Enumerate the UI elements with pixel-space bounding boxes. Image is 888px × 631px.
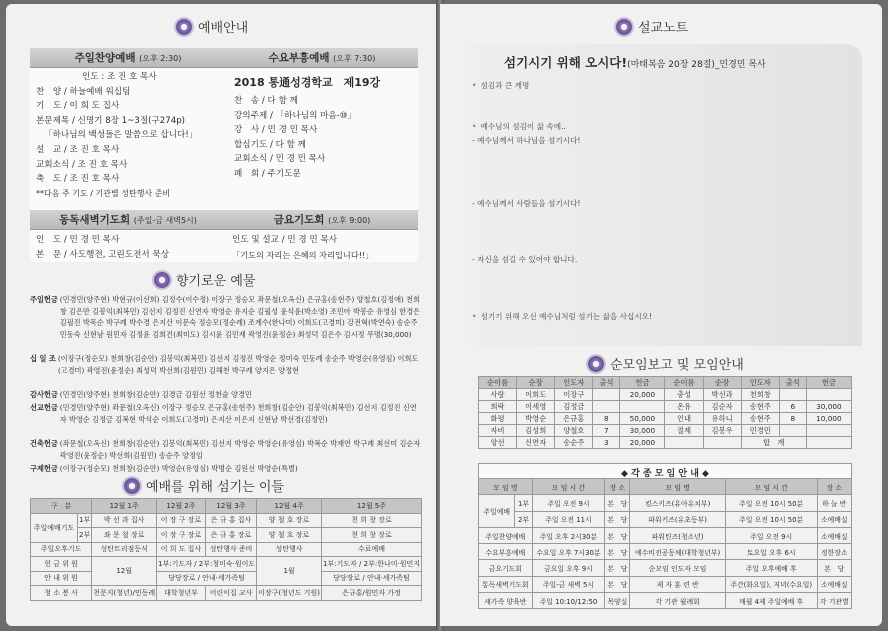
table-cell: 정한장소 <box>817 544 851 560</box>
offering-item <box>30 402 422 437</box>
table-cell: 은 규 홍 장로 <box>205 528 256 543</box>
table-cell: 토요일 오후 6시 <box>725 544 817 560</box>
table-cell: 성탄행사 <box>257 542 322 557</box>
table-cell: 30,000 <box>806 401 851 413</box>
service-table-header <box>31 499 422 514</box>
table-cell: 민경민 <box>741 425 779 437</box>
table-header-cell: 장 소 <box>817 479 851 495</box>
meeting-table-header <box>479 479 852 495</box>
table-cell: 1월 <box>257 557 322 586</box>
sermon-note: - 자신을 섬길 수 있어야 합니다. <box>472 255 578 264</box>
table-cell: 6 <box>779 401 806 413</box>
table-cell: 천문지(청년)/민동례 <box>92 586 157 601</box>
table-row <box>479 576 852 592</box>
flower-icon <box>176 19 192 35</box>
meeting-table <box>478 478 852 609</box>
table-cell: 이희도 <box>517 389 555 401</box>
table-header-cell: 12월 1주 <box>92 499 157 514</box>
dawn-lines <box>30 230 226 265</box>
table-cell: 박 선 과 집사 <box>92 513 157 528</box>
table-cell: 주일예배 <box>479 495 515 528</box>
wednesday-line: 폐 회 / 주기도문 <box>234 168 301 179</box>
offering-names: (민경민(양주현) 좌문철(오옥신) 이장구 정승모 은규홍(송현주) 천희창(김순안) 김봉익(최복민) 김선지 김정진 신연자 박영순 김정금 김복현 박석순 이희도(고경미) 은지산 이은지 신현남 박선경(김정민) <box>59 403 417 424</box>
table-cell: 당당장로 / 안내·세가족팀 <box>157 571 257 586</box>
table-row <box>479 544 852 560</box>
table-cell: 3 <box>593 437 620 449</box>
table-cell: 자비 <box>479 425 517 437</box>
table-header-cell: 순장 <box>703 377 741 389</box>
flower-icon <box>616 19 632 35</box>
friday-prayer-box <box>226 210 418 262</box>
offering-names: (민경민(양주현) 박현규(이선희) 김정수(이수정) 이장구 정승모 좌문철(오옥신) 은규홍(송현주) 양철호(김정애) 천희창 김은만 김봉익(최복민) 김선지 김정진 신연자 박영순 유지순 김필성 윤석윤(박소영) 조민아 박봉순 유영심 한경은 김필진 박목순 박구례 박수경 은지산 이문숙 정승모(정순례) 조계수(한나미) 이희도(고경미) 강전혁(박연숙) 송순주 민동숙 신현남 원민자 김정윤 김희건(최미도) 김시윤 김민재 곽영진(윤정순) 최성덕 김은수 김시정 무명(30,000) <box>59 295 421 339</box>
table-cell: 본 당 <box>605 560 630 576</box>
table-cell: 유하니 <box>703 413 741 425</box>
table-cell: 본 당 <box>605 495 630 511</box>
table-cell: 50,000 <box>620 413 665 425</box>
table-cell: 파워틴즈(청소년) <box>630 527 726 543</box>
table-header-cell: 헌금 <box>806 377 851 389</box>
dawn-prayer-box <box>30 210 226 262</box>
table-cell: 주일 오후 2시30분 <box>532 527 605 543</box>
table-cell: 주일 오전 10시 50분 <box>725 495 817 511</box>
offering-names: (민경민(양주현) 천희창(김순안) 김경금 김원선 정천술 양경민 <box>59 390 252 399</box>
table-cell <box>779 389 806 401</box>
report-title-text: 순모임보고 및 모임안내 <box>610 358 744 373</box>
friday-header: 금요기도회 (오후 9:00) <box>226 210 418 230</box>
table-header-cell: 순이름 <box>665 377 703 389</box>
table-header-cell: 출석 <box>779 377 806 389</box>
table-cell <box>620 401 665 413</box>
table-header-cell: 헌금 <box>620 377 665 389</box>
table-cell: 본 당 <box>605 511 630 527</box>
table-header-cell: 12월 2주 <box>157 499 206 514</box>
table-cell: 주일예배기도 <box>31 513 78 542</box>
table-cell <box>806 437 851 449</box>
table-row <box>479 413 852 425</box>
table-header-cell: 12월 5주 <box>321 499 421 514</box>
table-cell: 소예배실 <box>817 527 851 543</box>
sermon-note: - 예수님께서 사람들을 섬기시다! <box>472 199 581 208</box>
table-cell: 본 당 <box>605 544 630 560</box>
offering-item <box>30 294 422 352</box>
offering-item <box>30 463 422 475</box>
offering-label: 주일헌금 <box>30 295 58 304</box>
offering-label: 선교헌금 <box>30 403 58 412</box>
table-row <box>479 389 852 401</box>
offering-item <box>30 353 422 388</box>
table-cell: 주일-금 새벽 5시 <box>532 576 605 592</box>
table-cell: 성탄트리점등식 <box>92 542 157 557</box>
table-cell: 30,000 <box>620 425 665 437</box>
table-cell: 청 소 봉 사 <box>31 586 92 601</box>
table-cell: 이 장 구 장로 <box>157 513 206 528</box>
worship-section-title <box>176 17 248 36</box>
table-cell: 인내 <box>665 413 703 425</box>
table-cell: 헌 금 위 원 <box>31 557 92 572</box>
table-header-cell: 모 임 명 <box>630 479 726 495</box>
sunday-lines <box>30 68 226 203</box>
offering-label: 구제헌금 <box>30 464 58 473</box>
table-cell: 목양실 <box>605 593 630 609</box>
sunday-line: 찬 양 / 하늘예배 워십팀 <box>36 86 131 97</box>
right-page <box>440 4 882 626</box>
flower-icon <box>124 478 140 494</box>
table-cell: 주일 오후예배 후 <box>725 560 817 576</box>
table-cell: 은규홍/원민자 가정 <box>321 586 421 601</box>
table-cell: 각 기관별 <box>817 593 851 609</box>
table-cell: 수료예배 <box>321 542 421 557</box>
wednesday-lines <box>226 68 418 188</box>
table-cell: 박선과 <box>703 389 741 401</box>
table-cell: 온유 <box>665 401 703 413</box>
table-cell: 이 희 도 집사 <box>157 542 206 557</box>
offering-label: 감사헌금 <box>30 390 58 399</box>
table-cell: 본 당 <box>605 576 630 592</box>
table-cell: 2부 <box>515 511 532 527</box>
dawn-line: 인 도 / 민 경 민 목사 <box>36 235 120 245</box>
table-cell: 송현주 <box>741 413 779 425</box>
table-row <box>479 401 852 413</box>
sermon-reference: (마태복음 20장 28절) <box>627 60 715 70</box>
sermon-note: • 예수님의 섬김이 삶 속에.. <box>472 122 566 131</box>
offering-label: 건축헌금 <box>30 439 58 448</box>
table-cell: 양 철 호 장로 <box>257 513 322 528</box>
table-row <box>479 593 852 609</box>
table-row <box>31 586 422 601</box>
sermon-heading-row <box>504 52 766 71</box>
table-cell: 합 계 <box>741 437 806 449</box>
sermon-note: • 섬김과 큰 계명 <box>472 81 530 90</box>
sermon-preacher: _민경민 목사 <box>714 60 766 70</box>
dawn-line: 본 문 / 사도행전, 고린도전서 묵상 <box>36 249 170 260</box>
table-cell: 절제 <box>665 425 703 437</box>
wednesday-heading: 2018 통通성경학교 제19강 <box>234 76 381 89</box>
wednesday-line: 강의주제 / 「하나님의 마음-⑩」 <box>234 110 357 121</box>
table-cell: 주일 오전 11시 <box>532 511 605 527</box>
table-cell: 사랑 <box>479 389 517 401</box>
friday-lines <box>226 230 418 265</box>
table-cell: 1부:기도자 / 2부:청미숙·원이도 <box>157 557 257 572</box>
report-table <box>478 376 852 449</box>
table-cell: 당당장로 / 안내·세가족팀 <box>321 571 421 586</box>
table-cell: 천희창 <box>741 389 779 401</box>
table-cell: 신연자 <box>517 437 555 449</box>
table-cell: 송현주 <box>741 401 779 413</box>
table-cell: 이장구 <box>555 389 593 401</box>
table-cell: 이세영 <box>517 401 555 413</box>
table-cell: 박영순 <box>517 413 555 425</box>
table-header-cell: 순장 <box>517 377 555 389</box>
table-cell <box>665 437 703 449</box>
table-cell: 7 <box>593 425 620 437</box>
table-cell: 파워키즈(유초등부) <box>630 511 726 527</box>
table-cell: 20,000 <box>620 437 665 449</box>
sermon-section-title <box>616 17 688 36</box>
sunday-line: 설 교 / 조 진 호 목사 <box>36 144 120 155</box>
table-header-cell: 출석 <box>593 377 620 389</box>
table-cell: 소예배실 <box>817 511 851 527</box>
table-cell: 수요부흥예배 <box>479 544 533 560</box>
table-header-cell: 구 분 <box>31 499 92 514</box>
table-cell <box>806 425 851 437</box>
table-cell: 김봉우 <box>703 425 741 437</box>
table-cell: 본 당 <box>605 527 630 543</box>
offering-names: (이장구(정순모) 천희창(김순안) 김봉익(최복민) 김선지 김정진 박영순 정미숙 민동례 송순주 박영순(유영심) 이희도(고경미) 곽영진(윤정순) 최성덕 박선희(김원민) 김해천 박구례 양지은 양정현 <box>57 354 419 375</box>
table-cell: 1부:기도자 / 2부:한나미·원민지 <box>321 557 421 572</box>
worship-title-text: 예배안내 <box>198 21 249 36</box>
table-row <box>31 542 422 557</box>
sunday-line: 기 도 / 이 희 도 집사 <box>36 101 120 112</box>
table-cell: 새가족 양육반 <box>479 593 533 609</box>
table-cell: 하 늘 반 <box>817 495 851 511</box>
table-cell <box>593 401 620 413</box>
table-cell: 이장구(청년도 기원) <box>257 586 322 601</box>
table-cell: 8 <box>779 413 806 425</box>
offering-label: 십 일 조 <box>30 354 56 363</box>
table-cell: 1부 <box>515 495 532 511</box>
table-row <box>479 437 852 449</box>
wednesday-header: 수요부흥예배 (오후 7:30) <box>226 48 418 68</box>
table-cell: 화평 <box>479 413 517 425</box>
table-cell: 킹스키즈(유아유치부) <box>630 495 726 511</box>
table-cell: 12월 <box>92 557 157 586</box>
friday-line: 「기도의 자리는 은혜의 자리입니다!!」 <box>232 249 374 260</box>
offering-names: (좌문철(오옥신) 천희창(김순안) 김봉익(최복민) 김선지 박영순 박영순(유영심) 박복순 박재연 박구례 최선미 김순자 곽영진(윤정순) 박선희(김원민) 송순주 양정임 <box>59 439 421 460</box>
table-cell: 주일 오전 9시 <box>532 495 605 511</box>
table-cell: 순모임 인도자 모임 <box>630 560 726 576</box>
table-cell: 충성 <box>665 389 703 401</box>
table-cell: 희락 <box>479 401 517 413</box>
service-title-text: 예배를 위해 섬기는 이들 <box>146 480 284 495</box>
offering-item <box>30 438 422 462</box>
table-row <box>479 511 852 527</box>
dawn-header: 동독새벽기도회 (주일-금 새벽5시) <box>30 210 226 230</box>
wednesday-worship-box <box>226 48 418 210</box>
service-table <box>30 498 422 601</box>
table-cell: 은규홍 <box>555 413 593 425</box>
table-cell: 20,000 <box>620 389 665 401</box>
table-cell: 은 규 홍 집사 <box>205 513 256 528</box>
offering-title-text: 향기로운 예물 <box>176 274 256 289</box>
sermon-note: - 예수님께서 하나님을 섬기시다! <box>472 136 581 145</box>
table-cell <box>593 389 620 401</box>
sunday-line: 본문제목 / 신명기 8장 1~3절(구274p) <box>36 115 186 126</box>
table-cell: 양선 <box>479 437 517 449</box>
table-row <box>479 425 852 437</box>
table-header-cell: 12월 3주 <box>205 499 256 514</box>
report-table-header <box>479 377 852 389</box>
table-header-cell: 인도자 <box>741 377 779 389</box>
table-cell: 각 기관 월례회 <box>630 593 726 609</box>
table-cell: 주일 10:10/12:50 <box>532 593 605 609</box>
sunday-header: 주일찬양예배 (오후 2:30) <box>30 48 226 68</box>
offering-list <box>30 294 422 475</box>
table-cell: 본 당 <box>817 560 851 576</box>
table-row <box>31 557 422 572</box>
table-cell: 좌 문 철 장로 <box>92 528 157 543</box>
table-header-cell: 인도자 <box>555 377 593 389</box>
table-cell: 양 철 호 장로 <box>257 528 322 543</box>
table-cell: 천 희 창 장로 <box>321 528 421 543</box>
wednesday-line: 찬 송 / 다 함 께 <box>234 96 298 106</box>
table-cell <box>779 425 806 437</box>
table-cell: 제 자 훈 련 반 <box>630 576 726 592</box>
table-cell: 10,000 <box>806 413 851 425</box>
sunday-line: 인도 : 조 진 호 목사 <box>82 72 157 82</box>
sermon-note: • 섬기기 위해 오신 예수님처럼 섬기는 삶을 사십시오! <box>472 312 653 321</box>
table-header-cell: 순이름 <box>479 377 517 389</box>
table-cell: 대학청년부 <box>157 586 206 601</box>
friday-line: 인도 및 설교 / 민 경 민 목사 <box>232 235 338 245</box>
table-cell: 주일 오전 10시 50분 <box>725 511 817 527</box>
table-cell: 김성희 <box>517 425 555 437</box>
table-cell: 이 장 구 장로 <box>157 528 206 543</box>
table-cell: 김정금 <box>555 401 593 413</box>
table-row <box>31 571 422 586</box>
table-cell: 안 내 위 원 <box>31 571 92 586</box>
sunday-worship-box <box>30 48 226 210</box>
table-row <box>479 560 852 576</box>
offering-section-title <box>154 270 255 289</box>
table-cell: 매월 4제 주일예배 후 <box>725 593 817 609</box>
sunday-line: 교회소식 / 조 진 호 목사 <box>36 159 128 170</box>
table-cell: 금요기도회 <box>479 560 533 576</box>
table-cell: 예수비전공동체(대학청년부) <box>630 544 726 560</box>
table-cell: 어린이집 교사 <box>205 586 256 601</box>
table-cell: 주일 오전 9시 <box>725 527 817 543</box>
wednesday-line: 합심기도 / 다 함 께 <box>234 139 306 150</box>
table-cell <box>806 389 851 401</box>
table-row <box>479 495 852 511</box>
left-page <box>6 4 438 626</box>
flower-icon <box>588 356 604 372</box>
table-cell: 2부 <box>77 528 91 543</box>
offering-item <box>30 389 422 401</box>
report-section-title <box>588 354 744 373</box>
table-cell: 김순자 <box>703 401 741 413</box>
table-row <box>479 527 852 543</box>
table-header-cell: 모 임 시 간 <box>532 479 605 495</box>
table-cell: 주일오후기도 <box>31 542 92 557</box>
table-cell: 통독새벽기도회 <box>479 576 533 592</box>
table-cell: 송순주 <box>555 437 593 449</box>
table-row <box>31 528 422 543</box>
flower-icon <box>154 272 170 288</box>
table-row <box>31 513 422 528</box>
table-cell: 금요일 오후 9시 <box>532 560 605 576</box>
table-cell: 양철호 <box>555 425 593 437</box>
table-cell: 주간(화요일), 저녁(수요일) <box>725 576 817 592</box>
table-cell: 8 <box>593 413 620 425</box>
sermon-heading: 섬기시기 위해 오시다! <box>504 55 628 70</box>
offering-names: (이장구(정순모) 천희창(김순안) 박영순(유영심) 박명순 김원선 박영순(특별) <box>59 464 298 473</box>
table-header-cell: 모 임 시 간 <box>725 479 817 495</box>
table-header-cell: 12월 4주 <box>257 499 322 514</box>
table-cell: 성탄행사 준비 <box>205 542 256 557</box>
table-cell: 1부 <box>77 513 91 528</box>
table-header-cell: 모 임 명 <box>479 479 533 495</box>
wednesday-line: 교회소식 / 민 경 민 목사 <box>234 154 326 165</box>
sunday-line: **다음 주 기도 / 기관별 성탄행사 준비 <box>36 188 171 198</box>
table-cell: 천 희 창 장로 <box>321 513 421 528</box>
table-cell <box>703 437 741 449</box>
wednesday-line: 강 사 / 민 경 민 목사 <box>234 125 318 136</box>
service-section-title <box>124 476 284 495</box>
table-header-cell: 장 소 <box>605 479 630 495</box>
sunday-line: 축 도 / 조 진 호 목사 <box>36 174 120 185</box>
meeting-table-title: ◆ 각 종 모 임 안 내 ◆ <box>478 463 852 482</box>
sunday-line: 「하나님의 백성들은 말씀으로 삽니다!」 <box>44 130 198 141</box>
sermon-title-text: 설교노트 <box>638 21 689 36</box>
table-cell: 수요일 오후 7시30분 <box>532 544 605 560</box>
table-cell: 주일찬양예배 <box>479 527 533 543</box>
table-cell: 소예배실 <box>817 576 851 592</box>
